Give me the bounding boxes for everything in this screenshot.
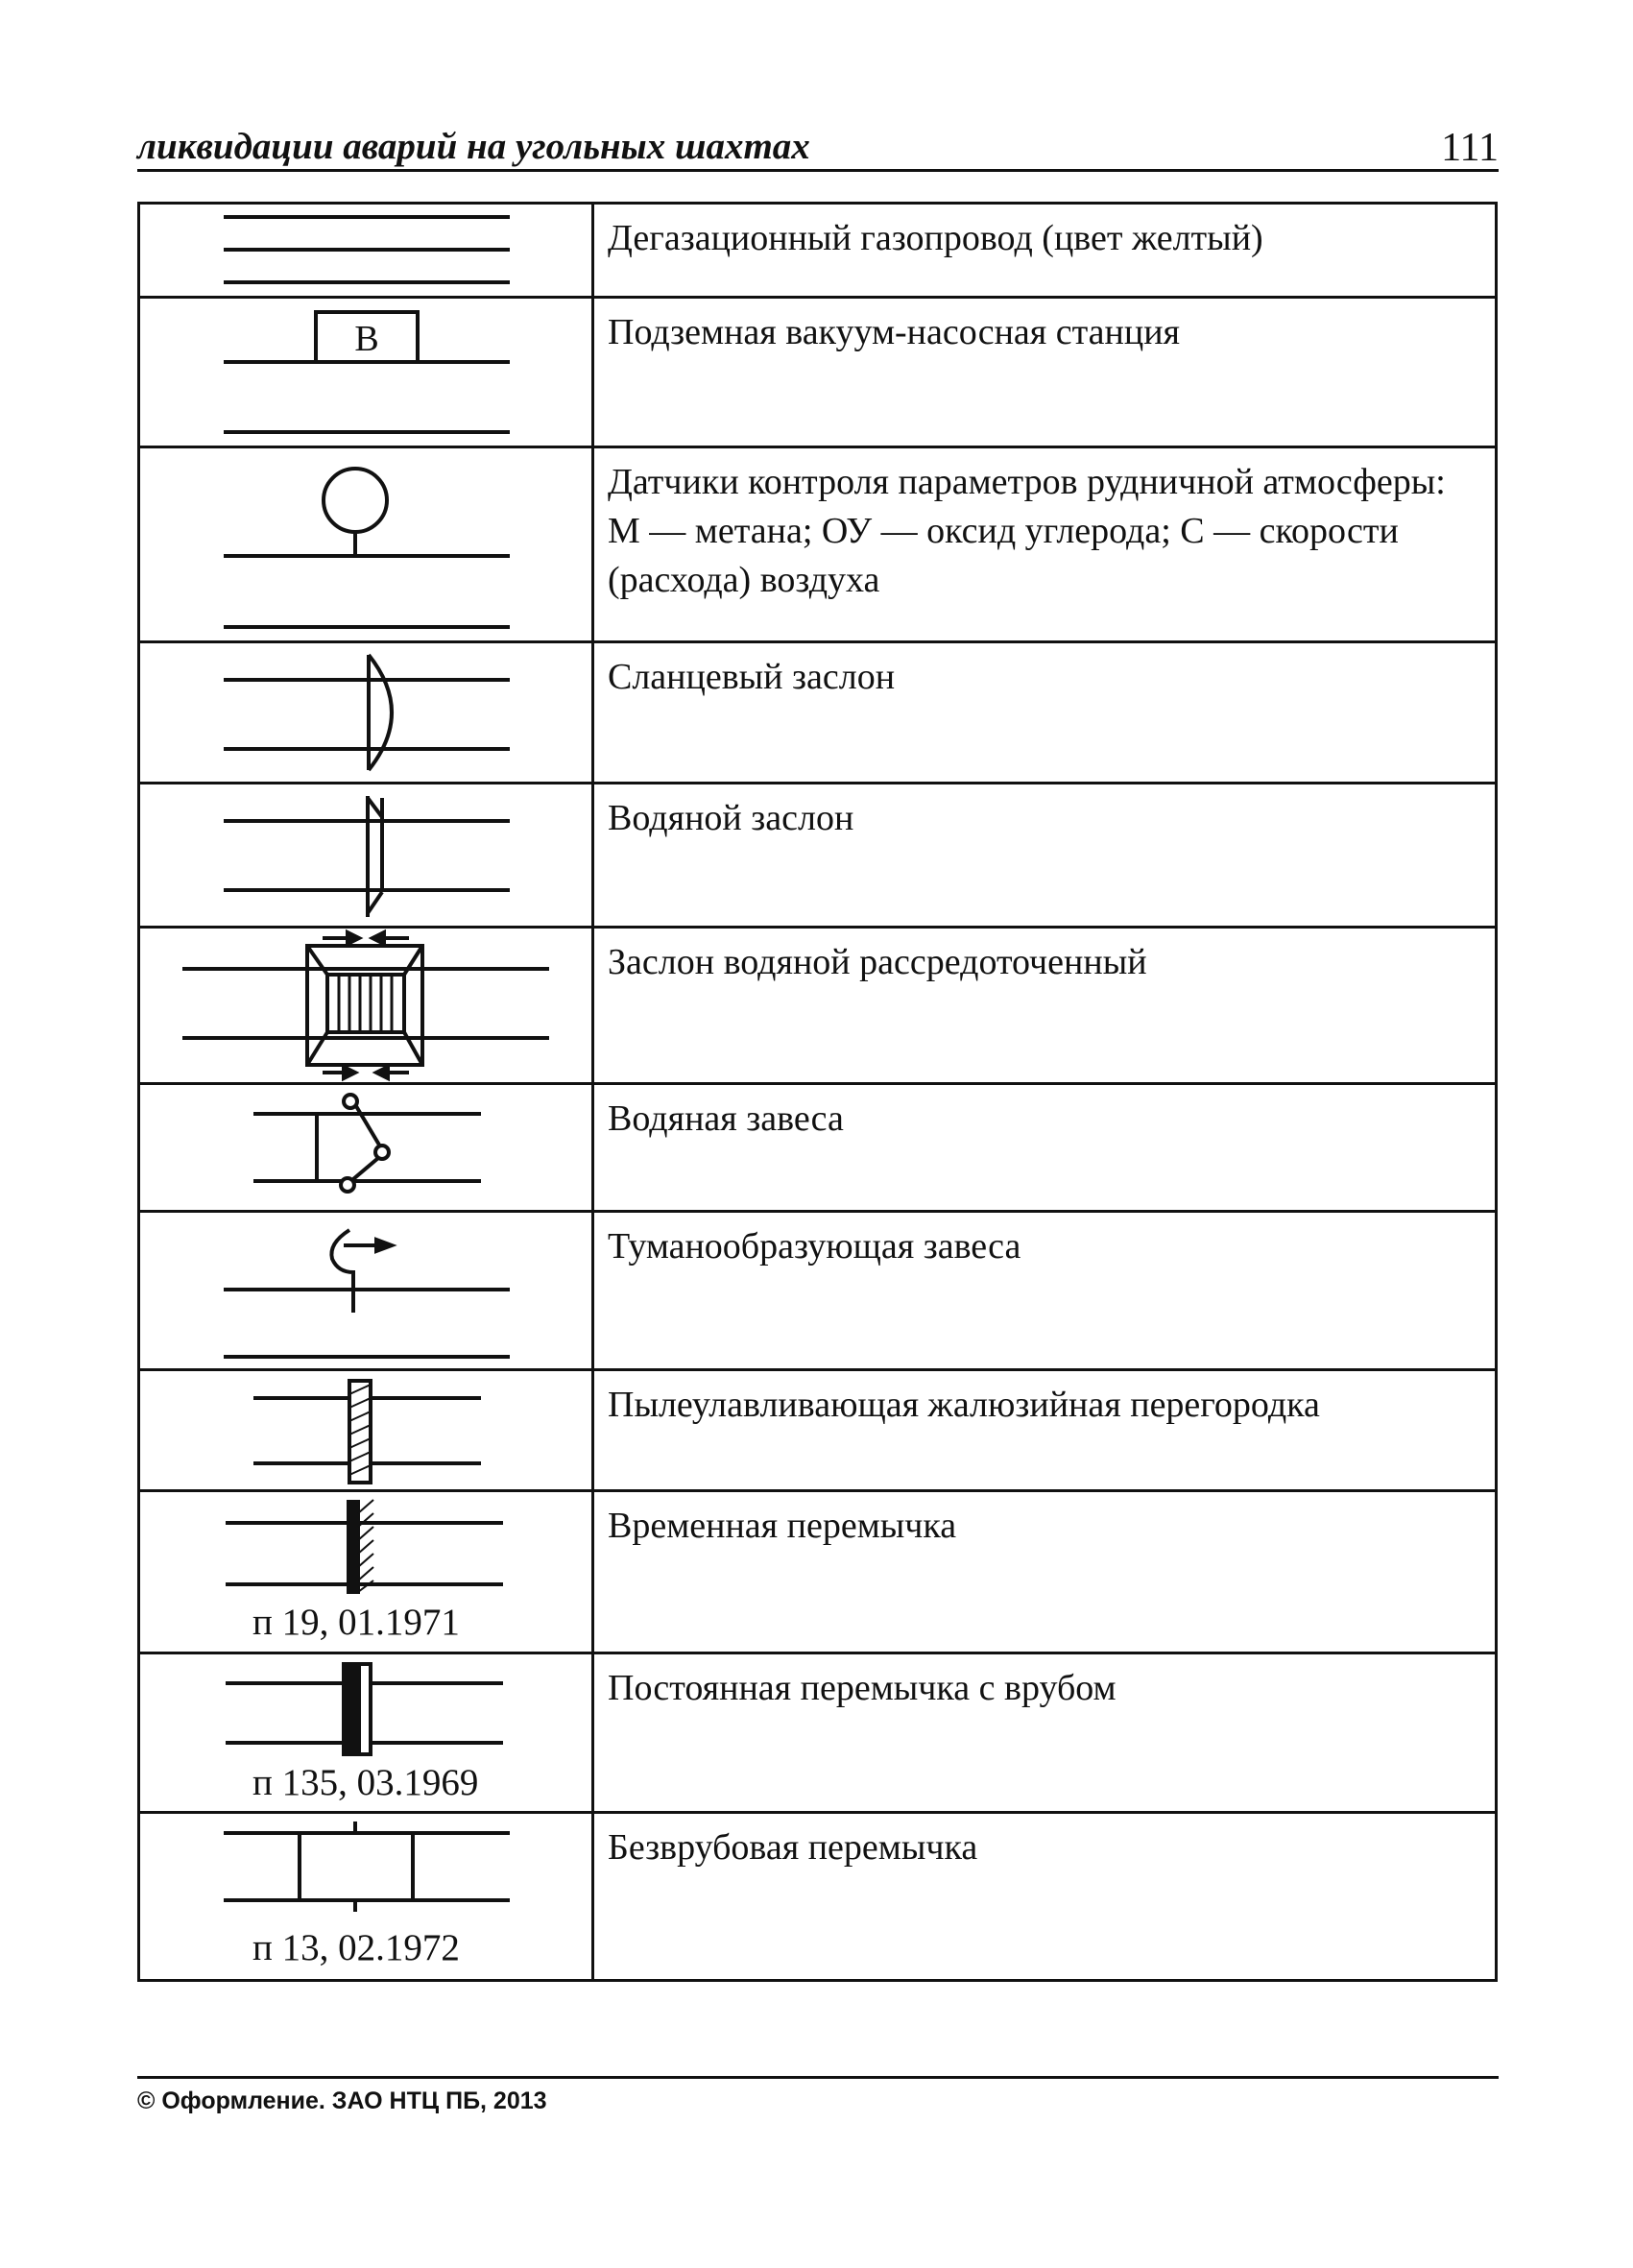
symbol-cell (139, 1491, 593, 1653)
symbol-cell (139, 928, 593, 1084)
symbol-cell (139, 1084, 593, 1212)
table-row (139, 1212, 1497, 1370)
mist-curtain-icon (140, 1213, 591, 1368)
table-row (139, 928, 1497, 1084)
description-cell: Датчики контроля параметров рудничной атмосферы: М — метана; ОУ — оксид углерода; С — скорости (расхода) воздуха (593, 447, 1497, 642)
symbol-caption: п 135, 03.1969 (252, 1762, 479, 1803)
symbols-table (137, 202, 1498, 1982)
symbol-cell (139, 447, 593, 642)
footer-rule (137, 2076, 1499, 2079)
table-row (139, 1813, 1497, 1981)
description-cell: Заслон водяной рассредоточенный (593, 928, 1497, 1084)
symbol-caption: п 19, 01.1971 (252, 1602, 460, 1643)
distributed-water-barrier-icon (140, 929, 591, 1082)
footer-copyright: © Оформление. ЗАО НТЦ ПБ, 2013 (137, 2087, 547, 2114)
atmosphere-sensor-icon (140, 448, 591, 640)
table-row (139, 1370, 1497, 1491)
description-cell: Туманообразующая завеса (593, 1212, 1497, 1370)
running-head (137, 123, 1499, 172)
description-cell: Сланцевый заслон (593, 642, 1497, 784)
running-title: ликвидации аварий на угольных шахтах (137, 126, 810, 167)
stopping-without-cut-icon (140, 1814, 591, 1979)
vacuum-pump-station-icon (140, 299, 591, 446)
table-row (139, 784, 1497, 928)
symbol-caption: п 13, 02.1972 (252, 1927, 460, 1968)
description-cell: Пылеулавливающая жалюзийная перегородка (593, 1370, 1497, 1491)
table-row (139, 1491, 1497, 1653)
degassing-pipeline-icon (140, 205, 591, 296)
temporary-stopping-icon (140, 1492, 591, 1652)
table-row (139, 204, 1497, 298)
symbol-cell (139, 1370, 593, 1491)
symbol-cell (139, 1653, 593, 1813)
symbol-cell (139, 1813, 593, 1981)
table-row (139, 447, 1497, 642)
symbol-cell (139, 204, 593, 298)
description-cell: Дегазационный газопровод (цвет желтый) (593, 204, 1497, 298)
description-cell: Постоянная перемычка с врубом (593, 1653, 1497, 1813)
dust-louver-partition-icon (140, 1371, 591, 1489)
table-row (139, 642, 1497, 784)
permanent-stopping-icon (140, 1654, 591, 1811)
page-number: 111 (1441, 126, 1499, 170)
symbol-cell (139, 298, 593, 447)
description-cell: Безврубовая перемычка (593, 1813, 1497, 1981)
shale-barrier-icon (140, 643, 591, 782)
description-cell: Водяной заслон (593, 784, 1497, 928)
water-barrier-icon (140, 784, 591, 926)
table-row (139, 298, 1497, 447)
description-cell: Подземная вакуум-насосная станция (593, 298, 1497, 447)
description-cell: Водяная завеса (593, 1084, 1497, 1212)
table-row (139, 1084, 1497, 1212)
description-cell: Временная перемычка (593, 1491, 1497, 1653)
symbol-cell (139, 1212, 593, 1370)
table-row (139, 1653, 1497, 1813)
pump-station-letter: В (354, 319, 379, 359)
water-curtain-icon (140, 1085, 591, 1210)
symbol-cell (139, 642, 593, 784)
symbol-cell (139, 784, 593, 928)
